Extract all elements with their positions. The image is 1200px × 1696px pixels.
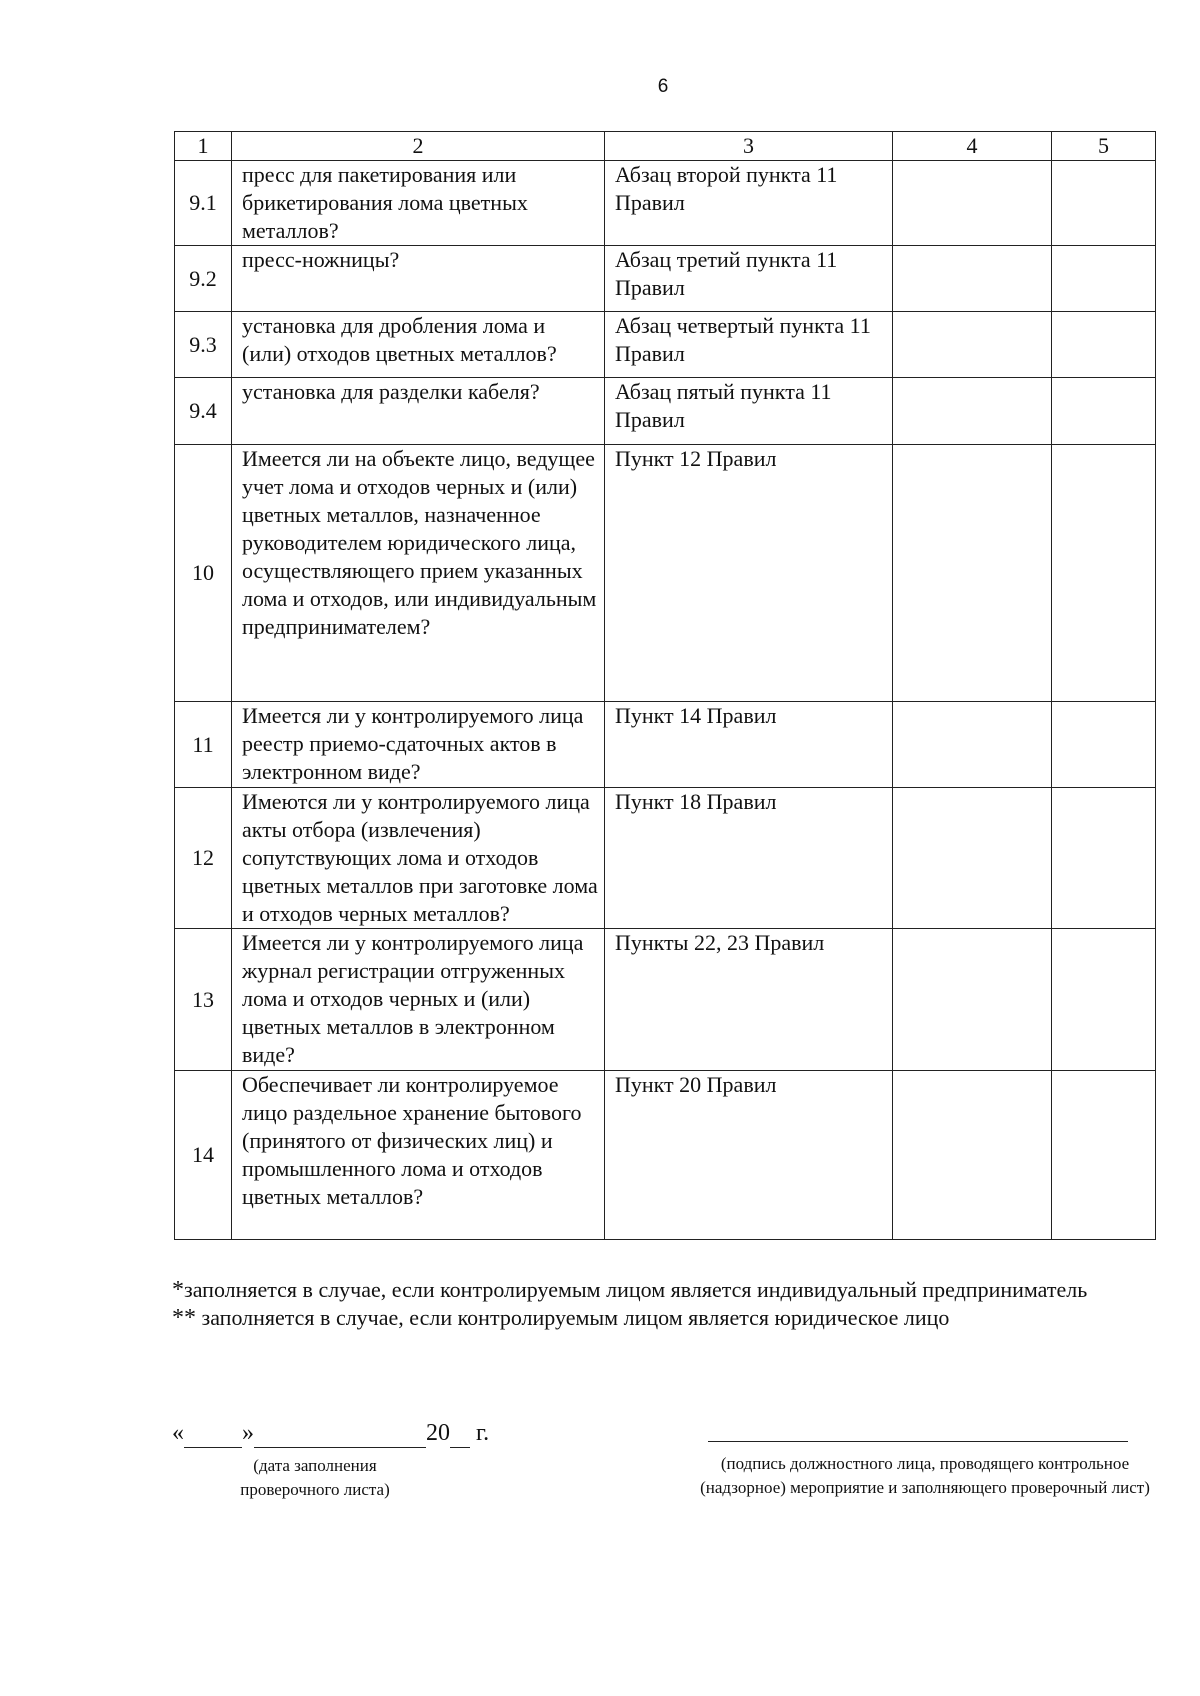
note-cell[interactable] <box>1052 246 1156 312</box>
row-reference: Пункт 20 Правил <box>605 1071 893 1240</box>
table-row <box>175 378 1156 445</box>
signature-caption: (подпись должностного лица, проводящего контрольное (надзорное) мероприятие и заполняющего проверочный лист) <box>700 1454 1150 1497</box>
footnotes <box>172 1276 1156 1332</box>
note-cell[interactable] <box>1052 161 1156 246</box>
year-prefix: 20 <box>426 1420 450 1446</box>
row-question: Обеспечивает ли контролируемое лицо раздельное хранение бытового (принятого от физических лиц) и промышленного лома и отходов цветных металлов? <box>232 1071 605 1240</box>
column-header-4: 4 <box>893 132 1052 161</box>
row-reference: Пункты 22, 23 Правил <box>605 929 893 1071</box>
column-header-3: 3 <box>605 132 893 161</box>
table-row <box>175 788 1156 929</box>
day-blank[interactable] <box>184 1420 242 1448</box>
date-caption: (дата заполнения проверочного листа) <box>240 1456 390 1499</box>
row-reference: Пункт 12 Правил <box>605 445 893 702</box>
row-number: 14 <box>175 1071 232 1240</box>
answer-cell[interactable] <box>893 929 1052 1071</box>
signature-line[interactable] <box>708 1441 1128 1442</box>
note-cell[interactable] <box>1052 702 1156 788</box>
answer-cell[interactable] <box>893 246 1052 312</box>
note-cell[interactable] <box>1052 312 1156 378</box>
row-question: пресс для пакетирования или брикетирования лома цветных металлов? <box>232 161 605 246</box>
row-question: Имеется ли у контролируемого лица журнал регистрации отгруженных лома и отходов черных и (или) цветных металлов в электронном виде? <box>232 929 605 1071</box>
row-number: 9.3 <box>175 312 232 378</box>
row-number: 12 <box>175 788 232 929</box>
date-close-quote: » <box>242 1420 254 1446</box>
row-reference: Абзац третий пункта 11 Правил <box>605 246 893 312</box>
row-question: Имеется ли на объекте лицо, ведущее учет лома и отходов черных и (или) цветных металлов, назначенное руководителем юридического лица, осуществляющего прием указанных лома и отходов, или индивидуальным предпринимателем? <box>232 445 605 702</box>
table-row <box>175 1071 1156 1240</box>
date-open-quote: « <box>172 1420 184 1446</box>
footnote-1-text: заполняется в случае, если контролируемым лицом является индивидуальный предприниматель <box>184 1277 1088 1302</box>
table-row <box>175 312 1156 378</box>
row-reference: Абзац четвертый пункта 11 Правил <box>605 312 893 378</box>
footnote-1 <box>172 1276 1156 1304</box>
answer-cell[interactable] <box>893 378 1052 445</box>
row-question: установка для разделки кабеля? <box>232 378 605 445</box>
table-row <box>175 246 1156 312</box>
month-blank[interactable] <box>254 1420 426 1448</box>
row-reference: Пункт 14 Правил <box>605 702 893 788</box>
date-field <box>172 1420 552 1448</box>
answer-cell[interactable] <box>893 445 1052 702</box>
table-header-row <box>175 132 1156 161</box>
row-reference: Пункт 18 Правил <box>605 788 893 929</box>
footnote-2 <box>172 1304 1156 1332</box>
table-row <box>175 445 1156 702</box>
year-blank[interactable] <box>450 1420 470 1448</box>
column-header-1: 1 <box>175 132 232 161</box>
answer-cell[interactable] <box>893 312 1052 378</box>
row-question: пресс-ножницы? <box>232 246 605 312</box>
checklist-table <box>174 131 1156 1240</box>
row-number: 13 <box>175 929 232 1071</box>
row-number: 9.1 <box>175 161 232 246</box>
row-number: 9.2 <box>175 246 232 312</box>
row-reference: Абзац второй пункта 11 Правил <box>605 161 893 246</box>
row-number: 9.4 <box>175 378 232 445</box>
answer-cell[interactable] <box>893 161 1052 246</box>
row-number: 10 <box>175 445 232 702</box>
column-header-5: 5 <box>1052 132 1156 161</box>
column-header-2: 2 <box>232 132 605 161</box>
row-number: 11 <box>175 702 232 788</box>
table-row <box>175 702 1156 788</box>
footnote-1-mark: * <box>172 1277 184 1303</box>
answer-cell[interactable] <box>893 1071 1052 1240</box>
table-row <box>175 161 1156 246</box>
table-row <box>175 929 1156 1071</box>
year-suffix: г. <box>476 1420 490 1446</box>
answer-cell[interactable] <box>893 702 1052 788</box>
note-cell[interactable] <box>1052 788 1156 929</box>
answer-cell[interactable] <box>893 788 1052 929</box>
row-question: Имеется ли у контролируемого лица реестр приемо-сдаточных актов в электронном виде? <box>232 702 605 788</box>
footnote-2-mark: ** <box>172 1305 196 1331</box>
row-question: Имеются ли у контролируемого лица акты отбора (извлечения) сопутствующих лома и отходов цветных металлов при заготовке лома и отходов черных металлов? <box>232 788 605 929</box>
row-reference: Абзац пятый пункта 11 Правил <box>605 378 893 445</box>
note-cell[interactable] <box>1052 445 1156 702</box>
page-number: 6 <box>657 76 669 97</box>
row-question: установка для дробления лома и (или) отходов цветных металлов? <box>232 312 605 378</box>
footnote-2-text: заполняется в случае, если контролируемым лицом является юридическое лицо <box>196 1305 950 1330</box>
note-cell[interactable] <box>1052 378 1156 445</box>
note-cell[interactable] <box>1052 1071 1156 1240</box>
note-cell[interactable] <box>1052 929 1156 1071</box>
